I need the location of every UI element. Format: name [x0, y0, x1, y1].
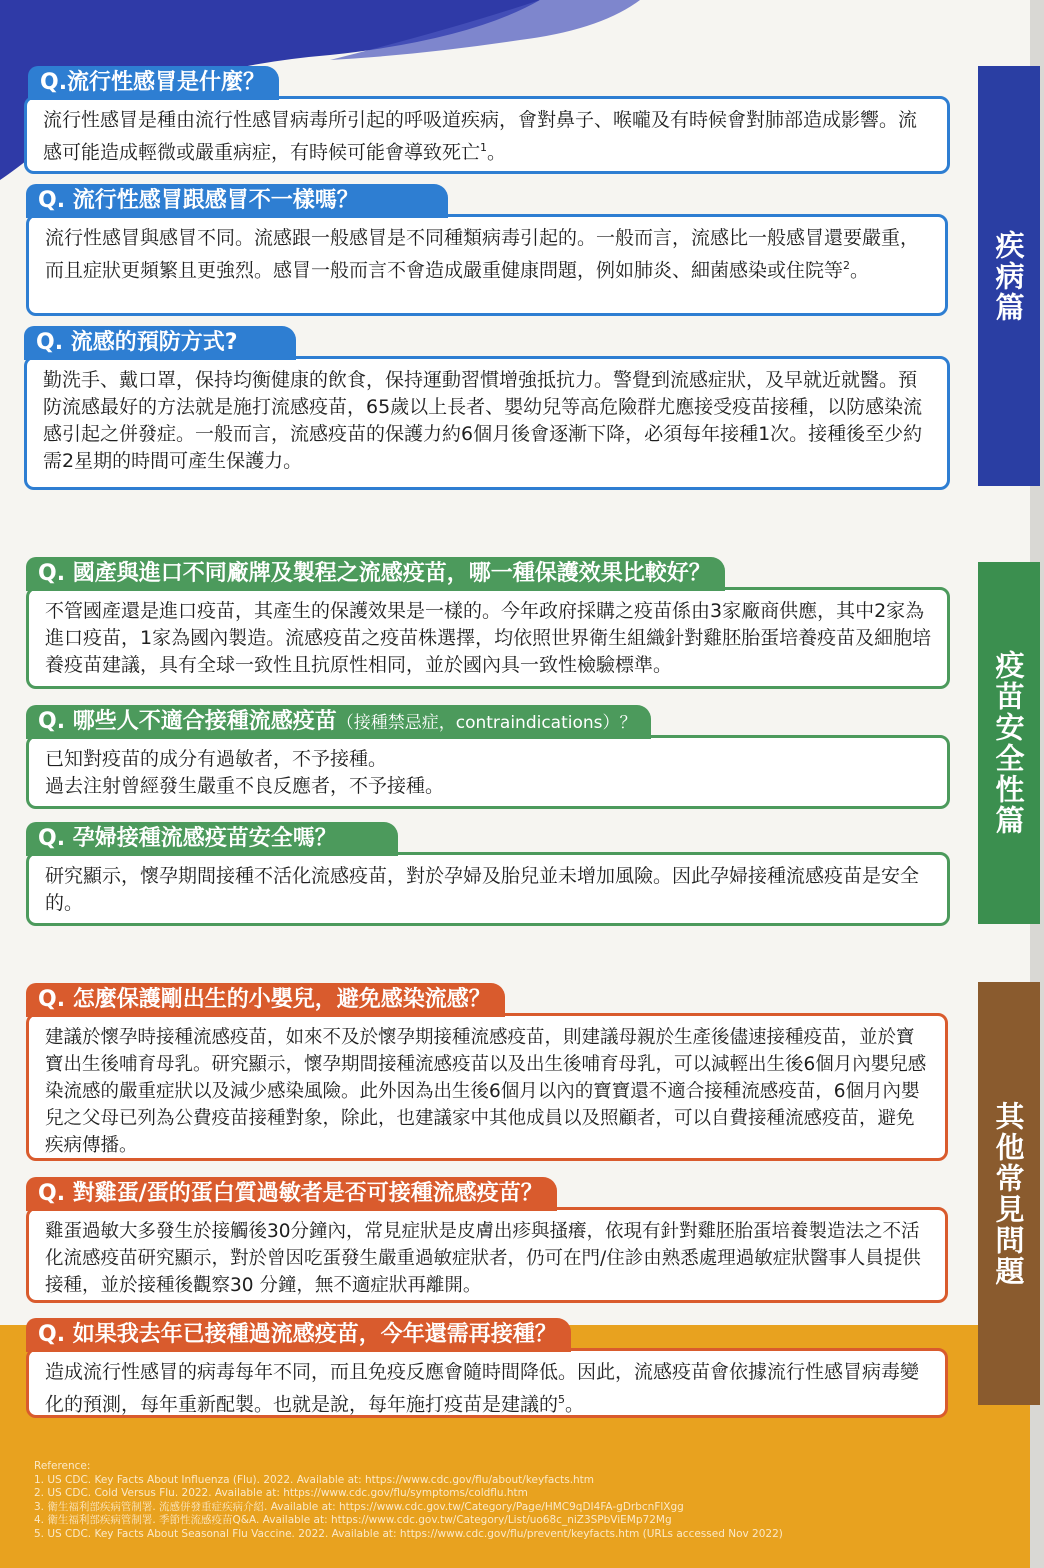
question-label: Q. 流行性感冒跟感冒不一樣嗎？ [26, 184, 448, 218]
qa-item [26, 983, 948, 1161]
qa-item [26, 822, 950, 926]
answer-box [26, 214, 948, 316]
answer-text: 勤洗手、戴口罩，保持均衡健康的飲食，保持運動習慣增強抵抗力。警覺到流感症狀，及早就近就醫。預防流感最好的方法就是施打流感疫苗，65歲以上長者、嬰幼兒等高危險群尤應接受疫苗接種，以防感染流感引起之併發症。一般而言，流感疫苗的保護力約6個月後會逐漸下降，必須每年接種1次。接種後至少約需2星期的時間可產生保護力。 [43, 369, 923, 472]
question-label: Q. 流感的預防方式? [24, 326, 296, 360]
answer-box [26, 587, 950, 689]
qa-item [26, 1177, 948, 1303]
answer-box [26, 1348, 948, 1418]
qa-item [26, 557, 950, 689]
answer-text: 不管國產還是進口疫苗，其產生的保護效果是一樣的。今年政府採購之疫苗係由3家廠商供應，其中2家為進口疫苗，1家為國內製造。流感疫苗之疫苗株選擇，均依照世界衛生組織針對雞胚胎蛋培養疫苗及細胞培養疫苗建議，具有全球一致性且抗原性相同，並於國內具一致性檢驗標準。 [45, 600, 932, 676]
answer-text: 流行性感冒與感冒不同。流感跟一般感冒是不同種類病毒引起的。一般而言，流感比一般感冒還要嚴重，而且症狀更頻繁且更強烈。感冒一般而言不會造成嚴重健康問題，例如肺炎、細菌感染或住院等 [45, 227, 920, 282]
reference-item: 4. 衛生福利部疾病管制署. 季節性流感疫苗Q&A. Available at: https://www.cdc.gov.tw/Category/List/uo68c_niZ3SPbViEMp72Mg [34, 1514, 672, 1526]
answer-line: 過去注射曾經發生嚴重不良反應者，不予接種。 [45, 775, 445, 797]
answer-text-end: 。 [487, 141, 507, 164]
question-label: Q. 如果我去年已接種過流感疫苗，今年還需再接種？ [26, 1318, 571, 1352]
answer-box [24, 356, 950, 490]
answer-box [26, 1013, 948, 1161]
answer-text: 雞蛋過敏大多發生於接觸後30分鐘內，常見症狀是皮膚出疹與搔癢，依現有針對雞胚胎蛋培養製造法之不活化流感疫苗研究顯示，對於曾因吃蛋發生嚴重過敏症狀者，仍可在門/住診由熟悉處理過敏症狀醫事人員提供接種，並於接種後觀察30 分鐘，無不適症狀再離開。 [45, 1221, 921, 1296]
footnote-marker: 1 [480, 141, 488, 154]
question-label: Q. 孕婦接種流感疫苗安全嗎？ [26, 822, 398, 856]
question-label [26, 705, 651, 739]
qa-item [26, 705, 950, 809]
references-title: Reference: [34, 1460, 91, 1472]
footnote-marker: 2 [843, 259, 851, 272]
answer-text-end: 。 [850, 259, 870, 282]
answer-text: 建議於懷孕時接種流感疫苗，如來不及於懷孕期接種流感疫苗，則建議母親於生產後儘速接種疫苗，並於寶寶出生後哺育母乳。研究顯示，懷孕期間接種流感疫苗以及出生後哺育母乳，可以減輕出生後6個月內嬰兒感染流感的嚴重症狀以及減少感染風險。此外因為出生後6個月以內的寶寶還不適合接種流感疫苗，6個月內嬰兒之父母已列為公費疫苗接種對象，除此，也建議家中其他成員以及照顧者，可以自費接種流感疫苗，避免疾病傳播。 [45, 1027, 927, 1156]
question-label: Q. 怎麼保護剛出生的小嬰兒，避免感染流感？ [26, 983, 505, 1017]
answer-box [26, 735, 950, 809]
section-tab-disease: 疾病篇 [978, 66, 1040, 486]
answer-line: 已知對疫苗的成分有過敏者，不予接種。 [45, 748, 388, 770]
qa-item [24, 326, 950, 490]
reference-item: 3. 衛生福利部疾病管制署. 流感併發重症疾病介紹. Available at: https://www.cdc.gov.tw/Category/Page/HMC9qDI4FA-gDrbcnFlXgg [34, 1500, 684, 1513]
question-label: Q. 對雞蛋/蛋的蛋白質過敏者是否可接種流感疫苗？ [26, 1177, 557, 1211]
reference-item: 2. US CDC. Cold Versus Flu. 2022. Available at: https://www.cdc.gov/flu/symptoms/coldflu.htm [34, 1487, 528, 1499]
answer-text: 造成流行性感冒的病毒每年不同，而且免疫反應會隨時間降低。因此，流感疫苗會依據流行性感冒病毒變化的預測，每年重新配製。也就是說，每年施打疫苗是建議的 [45, 1361, 920, 1416]
reference-item: 5. US CDC. Key Facts About Seasonal Flu Vaccine. 2022. Available at: https://www.cdc.gov/flu/prevent/keyfacts.htm (URLs accessed Nov 2022) [34, 1527, 783, 1540]
question-label: Q. 國產與進口不同廠牌及製程之流感疫苗，哪一種保護效果比較好？ [26, 557, 725, 591]
section-tab-vaccine-safety: 疫苗安全性篇 [978, 562, 1040, 924]
reference-item: 1. US CDC. Key Facts About Influenza (Flu). 2022. Available at: https://www.cdc.gov/flu/about/keyfacts.htm [34, 1473, 595, 1486]
question-subtext: （接種禁忌症，contraindications）？ [336, 713, 637, 733]
answer-box [26, 1207, 948, 1303]
references [34, 1460, 934, 1541]
qa-item [26, 1318, 948, 1418]
answer-box [24, 96, 950, 174]
question-label: Q.流行性感冒是什麼？ [28, 66, 279, 100]
section-tab-other-faq: 其他常見問題 [978, 982, 1040, 1405]
question-text: Q. 哪些人不適合接種流感疫苗 [38, 709, 337, 734]
footnote-marker: 5 [558, 1393, 566, 1406]
answer-text: 流行性感冒是種由流行性感冒病毒所引起的呼吸道疾病，會對鼻子、喉嚨及有時候會對肺部造成影響。流感可能造成輕微或嚴重病症，有時候可能會導致死亡 [43, 109, 918, 164]
qa-item [24, 66, 950, 174]
answer-text: 研究顯示，懷孕期間接種不活化流感疫苗，對於孕婦及胎兒並未增加風險。因此孕婦接種流感疫苗是安全的。 [45, 865, 920, 914]
answer-text-end: 。 [565, 1393, 585, 1416]
answer-box [26, 852, 950, 926]
qa-item [26, 184, 948, 316]
